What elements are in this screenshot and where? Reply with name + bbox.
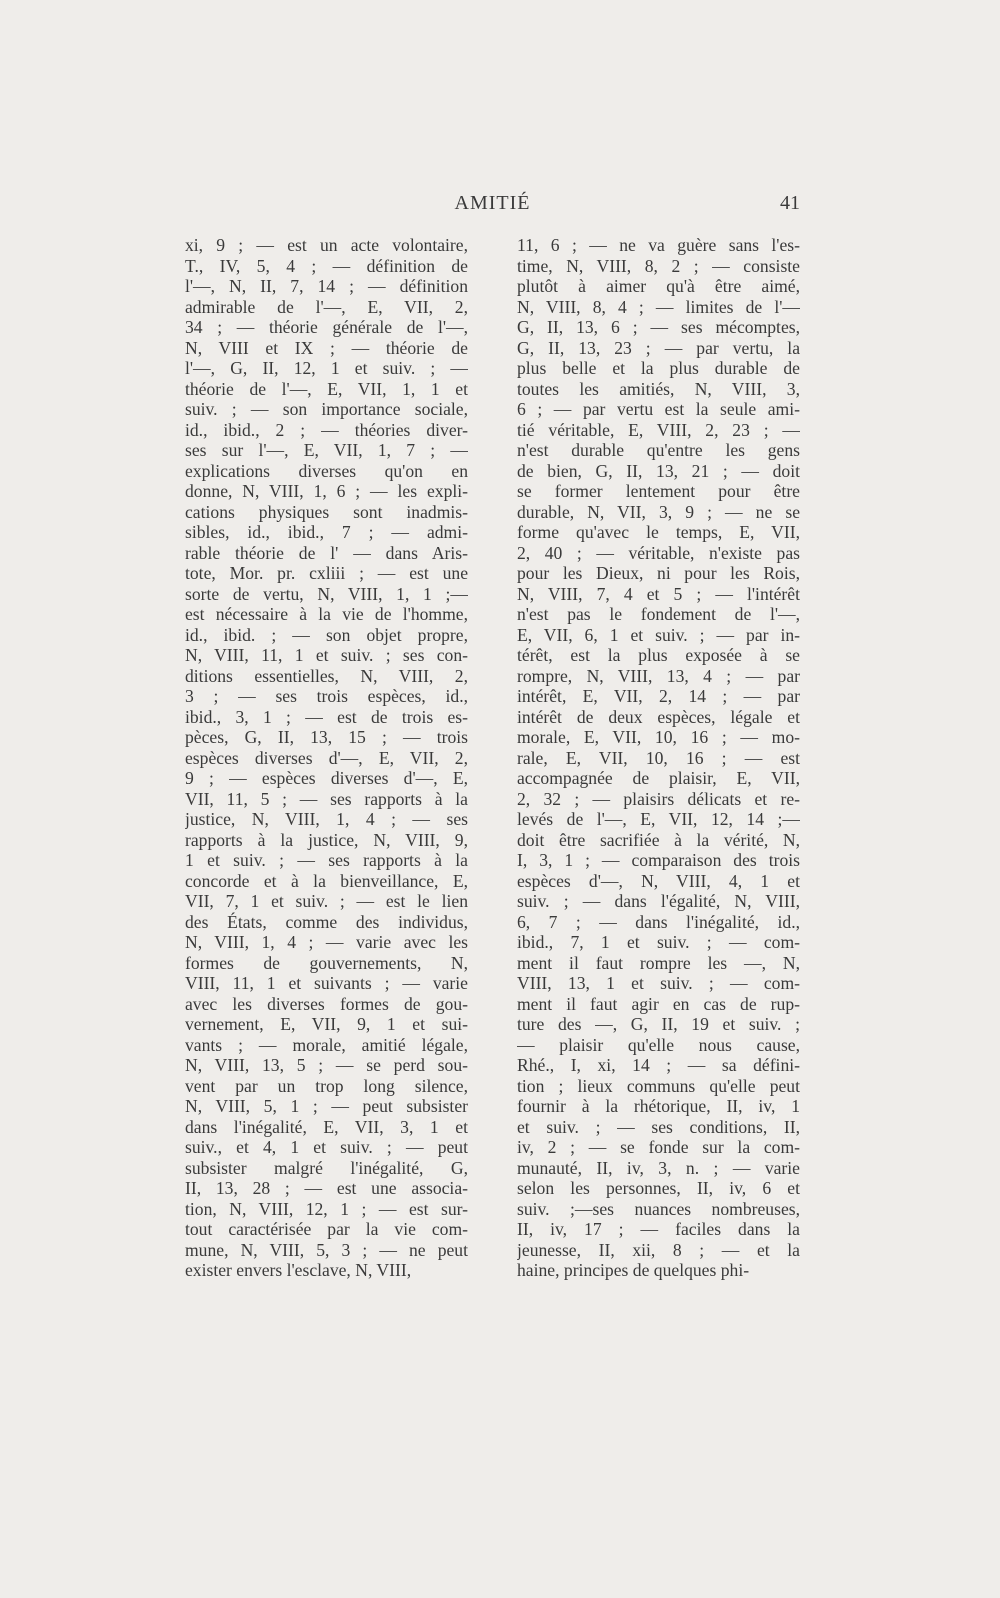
- text-line: N, VIII et IX ; — théorie de: [185, 337, 468, 358]
- text-line: vants ; — morale, amitié légale,: [185, 1034, 468, 1055]
- text-line: 2, 40 ; — véritable, n'existe pas: [517, 542, 800, 563]
- text-line: 11, 6 ; — ne va guère sans l'es-: [517, 235, 800, 255]
- text-line: fournir à la rhétorique, II, iv, 1: [517, 1096, 800, 1116]
- text-line: VII, 11, 5 ; — ses rapports à la: [185, 788, 468, 809]
- text-line: durable, N, VII, 3, 9 ; — ne se: [517, 501, 800, 522]
- text-line: accompagnée de plaisir, E, VII,: [517, 768, 800, 788]
- text-line: 34 ; — théorie générale de l'—,: [185, 317, 468, 337]
- text-line: pèces, G, II, 13, 15 ; — trois: [185, 727, 468, 747]
- text-line: intérêt, E, VII, 2, 14 ; — par: [517, 686, 800, 706]
- text-line: VIII, 11, 1 et suivants ; — varie: [185, 973, 468, 993]
- text-line: suiv. ;—ses nuances nombreuses,: [517, 1198, 800, 1219]
- text-line: espèces diverses d'—, E, VII, 2,: [185, 747, 468, 768]
- text-line: 2, 32 ; — plaisirs délicats et re-: [517, 788, 800, 809]
- text-line: VIII, 13, 1 et suiv. ; — com-: [517, 973, 800, 993]
- text-line: tion ; lieux communs qu'elle peut: [517, 1075, 800, 1096]
- text-line: ture des —, G, II, 19 et suiv. ;: [517, 1014, 800, 1034]
- page-number: 41: [780, 192, 800, 214]
- text-line: E, VII, 6, 1 et suiv. ; — par in-: [517, 624, 800, 645]
- text-line: N, VIII, 8, 4 ; — limites de l'—: [517, 296, 800, 317]
- text-line: II, 13, 28 ; — est une associa-: [185, 1178, 468, 1198]
- text-line: morale, E, VII, 10, 16 ; — mo-: [517, 727, 800, 747]
- text-line: N, VIII, 7, 4 et 5 ; — l'intérêt: [517, 583, 800, 604]
- text-line: VII, 7, 1 et suiv. ; — est le lien: [185, 891, 468, 911]
- text-line: ment il faut agir en cas de rup-: [517, 993, 800, 1014]
- text-line: espèces d'—, N, VIII, 4, 1 et: [517, 870, 800, 891]
- text-line: xi, 9 ; — est un acte volontaire,: [185, 235, 468, 255]
- text-line: suiv. ; — son importance sociale,: [185, 399, 468, 419]
- text-line: N, VIII, 5, 1 ; — peut subsister: [185, 1096, 468, 1116]
- text-line: ibid., 3, 1 ; — est de trois es-: [185, 706, 468, 727]
- text-line: I, 3, 1 ; — comparaison des trois: [517, 850, 800, 870]
- text-line: tion, N, VIII, 12, 1 ; — est sur-: [185, 1198, 468, 1219]
- text-line: Rhé., I, xi, 14 ; — sa défini-: [517, 1055, 800, 1075]
- text-line: rale, E, VII, 10, 16 ; — est: [517, 747, 800, 768]
- text-line: n'est pas le fondement de l'—,: [517, 604, 800, 624]
- text-line: dans l'inégalité, E, VII, 3, 1 et: [185, 1116, 468, 1137]
- text-line: sibles, id., ibid., 7 ; — admi-: [185, 522, 468, 542]
- text-line: selon les personnes, II, iv, 6 et: [517, 1178, 800, 1198]
- text-line: cations physiques sont inadmis-: [185, 501, 468, 522]
- text-line: 6, 7 ; — dans l'inégalité, id.,: [517, 911, 800, 932]
- text-line: — plaisir qu'elle nous cause,: [517, 1034, 800, 1055]
- text-line: II, iv, 17 ; — faciles dans la: [517, 1219, 800, 1239]
- text-line: jeunesse, II, xii, 8 ; — et la: [517, 1239, 800, 1260]
- text-line: levés de l'—, E, VII, 12, 14 ;—: [517, 809, 800, 829]
- text-line: 1 et suiv. ; — ses rapports à la: [185, 850, 468, 870]
- text-line: N, VIII, 13, 5 ; — se perd sou-: [185, 1055, 468, 1075]
- text-line: vent par un trop long silence,: [185, 1075, 468, 1096]
- text-line: subsister malgré l'inégalité, G,: [185, 1157, 468, 1178]
- text-line: ses sur l'—, E, VII, 1, 7 ; —: [185, 440, 468, 460]
- text-line: ment il faut rompre les —, N,: [517, 952, 800, 973]
- text-line: munauté, II, iv, 3, n. ; — varie: [517, 1157, 800, 1178]
- text-line: 6 ; — par vertu est la seule ami-: [517, 399, 800, 419]
- text-line: tié véritable, E, VIII, 2, 23 ; —: [517, 419, 800, 440]
- page-header: [185, 188, 800, 218]
- text-line: G, II, 13, 6 ; — ses mécomptes,: [517, 317, 800, 337]
- text-line: et suiv. ; — ses conditions, II,: [517, 1116, 800, 1137]
- text-line: toutes les amitiés, N, VIII, 3,: [517, 378, 800, 399]
- text-line: est nécessaire à la vie de l'homme,: [185, 604, 468, 624]
- text-line: justice, N, VIII, 1, 4 ; — ses: [185, 809, 468, 829]
- text-line: l'—, G, II, 12, 1 et suiv. ; —: [185, 358, 468, 378]
- text-line: mune, N, VIII, 5, 3 ; — ne peut: [185, 1239, 468, 1260]
- text-line: vernement, E, VII, 9, 1 et sui-: [185, 1014, 468, 1034]
- running-title: AMITIÉ: [454, 192, 531, 214]
- text-line: N, VIII, 11, 1 et suiv. ; ses con-: [185, 645, 468, 665]
- text-line: plutôt à aimer qu'à être aimé,: [517, 276, 800, 296]
- text-line: doit être sacrifiée à la vérité, N,: [517, 829, 800, 850]
- text-line: pour les Dieux, ni pour les Rois,: [517, 563, 800, 583]
- text-line: N, VIII, 1, 4 ; — varie avec les: [185, 932, 468, 952]
- text-line: time, N, VIII, 8, 2 ; — consiste: [517, 255, 800, 276]
- text-line: se former lentement pour être: [517, 481, 800, 501]
- text-line: forme qu'avec le temps, E, VII,: [517, 522, 800, 542]
- text-line: tote, Mor. pr. cxliii ; — est une: [185, 563, 468, 583]
- text-line: rable théorie de l' — dans Aris-: [185, 542, 468, 563]
- text-line: G, II, 13, 23 ; — par vertu, la: [517, 337, 800, 358]
- text-line: 9 ; — espèces diverses d'—, E,: [185, 768, 468, 788]
- text-line: sorte de vertu, N, VIII, 1, 1 ;—: [185, 583, 468, 604]
- text-line: 3 ; — ses trois espèces, id.,: [185, 686, 468, 706]
- text-line: T., IV, 5, 4 ; — définition de: [185, 255, 468, 276]
- text-line: exister envers l'esclave, N, VIII,: [185, 1260, 412, 1280]
- text-line: n'est durable qu'entre les gens: [517, 440, 800, 460]
- text-line: id., ibid., 2 ; — théories diver-: [185, 419, 468, 440]
- text-line: iv, 2 ; — se fonde sur la com-: [517, 1137, 800, 1157]
- text-line: l'—, N, II, 7, 14 ; — définition: [185, 276, 468, 296]
- text-line: des États, comme des individus,: [185, 911, 468, 932]
- text-line: admirable de l'—, E, VII, 2,: [185, 296, 468, 317]
- text-line: haine, principes de quelques phi-: [517, 1260, 750, 1280]
- text-line: théorie de l'—, E, VII, 1, 1 et: [185, 378, 468, 399]
- text-line: térêt, est la plus exposée à se: [517, 645, 800, 665]
- text-line: rapports à la justice, N, VIII, 9,: [185, 829, 468, 850]
- right-column: [517, 235, 800, 1281]
- text-line: formes de gouvernements, N,: [185, 952, 468, 973]
- text-line: plus belle et la plus durable de: [517, 358, 800, 378]
- text-line: ibid., 7, 1 et suiv. ; — com-: [517, 932, 800, 952]
- left-column: [185, 235, 468, 1281]
- text-line: tout caractérisée par la vie com-: [185, 1219, 468, 1239]
- text-line: rompre, N, VIII, 13, 4 ; — par: [517, 665, 800, 686]
- text-line: suiv., et 4, 1 et suiv. ; — peut: [185, 1137, 468, 1157]
- text-line: concorde et à la bienveillance, E,: [185, 870, 468, 891]
- text-line: ditions essentielles, N, VIII, 2,: [185, 665, 468, 686]
- text-line: donne, N, VIII, 1, 6 ; — les expli-: [185, 481, 468, 501]
- text-line: de bien, G, II, 13, 21 ; — doit: [517, 460, 800, 481]
- text-line: avec les diverses formes de gou-: [185, 993, 468, 1014]
- text-line: intérêt de deux espèces, légale et: [517, 706, 800, 727]
- text-line: explications diverses qu'on en: [185, 460, 468, 481]
- text-line: id., ibid. ; — son objet propre,: [185, 624, 468, 645]
- text-line: suiv. ; — dans l'égalité, N, VIII,: [517, 891, 800, 911]
